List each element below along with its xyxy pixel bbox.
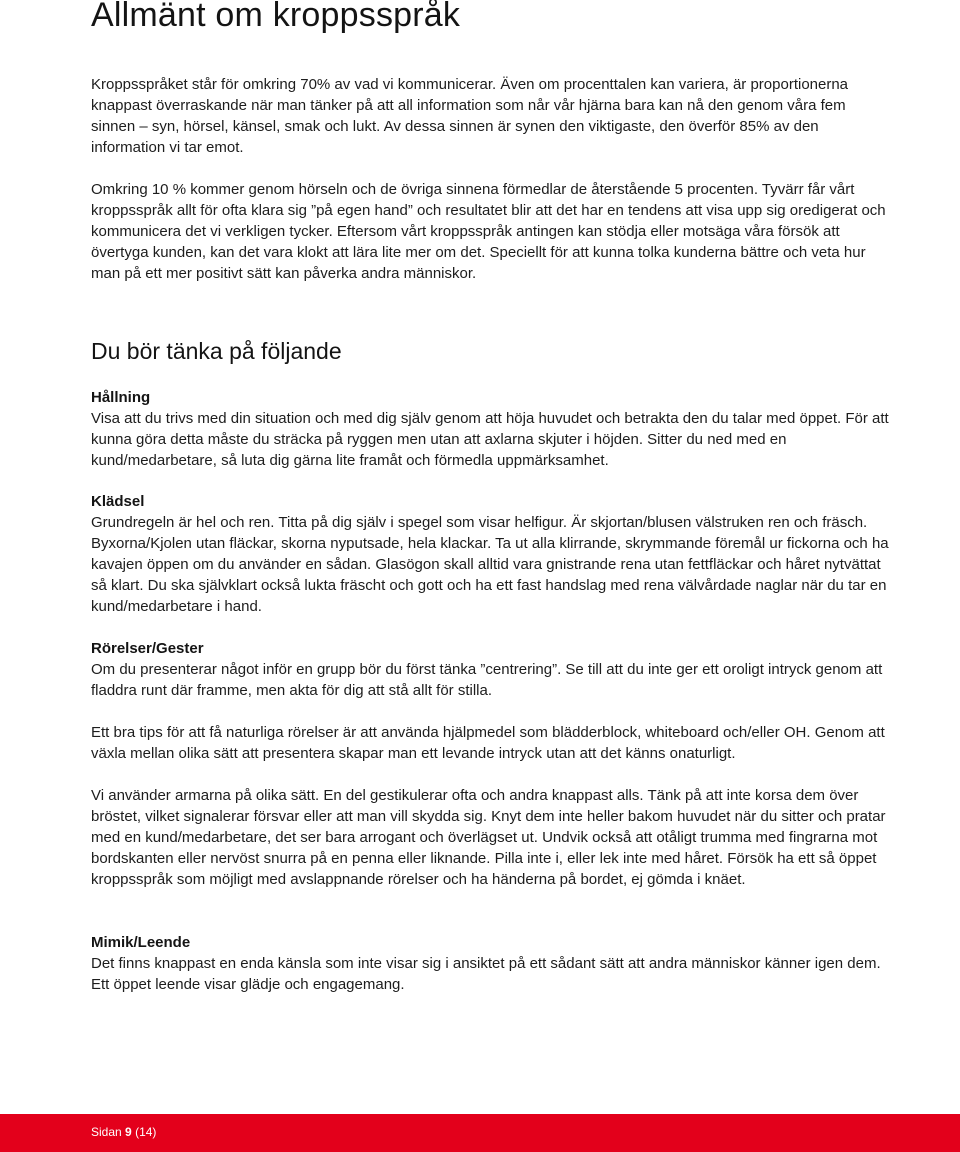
section-mimik bbox=[91, 932, 891, 995]
page-title: Allmänt om kroppsspråk bbox=[91, 0, 461, 34]
rorelser-paragraph-2: Ett bra tips för att få naturliga rörelser är att använda hjälpmedel som blädderblock, whiteboard och/eller OH. Genom att växla mellan olika sätt att presentera skapar man ett levande intryck utan att det känns onaturligt. bbox=[91, 724, 885, 762]
intro-paragraph-2: Omkring 10 % kommer genom hörseln och de övriga sinnena förmedlar de återstående 5 procenten. Tyvärr får vårt kroppsspråk allt för ofta klara sig ”på egen hand” och resultatet blir att det har en tendens att visa upp sig oredigerat och kommunicera det vi verkligen tycker. Eftersom vårt kroppsspråk antingen kan stödja eller motsäga våra försök att övertyga kunden, kan det vara klokt att lära lite mer om det. Speciellt för att kunna tolka kunderna bättre och veta hur man på ett mer positivt sätt kan påverka andra människor. bbox=[91, 181, 886, 282]
page-number bbox=[91, 1125, 156, 1139]
mimik-heading: Mimik/Leende bbox=[91, 934, 191, 951]
hallning-paragraph: Visa att du trivs med din situation och med dig själv genom att höja huvudet och betrakta den du talar med öppet. För att kunna göra detta måste du sträcka på ryggen men utan att axlarna skjuter i höjden. Sitter du ned med en kund/medarbetare, så luta dig gärna lite framåt och förmedla uppmärksamhet. bbox=[91, 410, 889, 469]
kladsel-heading: Klädsel bbox=[91, 493, 145, 510]
footer-bar bbox=[0, 1114, 960, 1152]
section-kladsel bbox=[91, 491, 891, 617]
kladsel-paragraph: Grundregeln är hel och ren. Titta på dig själv i spegel som visar helfigur. Är skjortan/blusen välstruken ren och fräsch. Byxorna/Kjolen utan fläckar, skorna nyputsade, hela klackar. Ta ut alla klirrande, skrymmande föremål ur fickorna och ha kavajen öppen om du använder en sådan. Glasögon skall alltid vara gnistrande rena utan fettfläckar och håret nytvättat så klart. Du ska självklart också lukta fräscht och gott och ha ett fast handslag med rena välvårdade naglar när du tar en kund/medarbetare i hand. bbox=[91, 514, 889, 615]
rorelser-paragraph-3: Vi använder armarna på olika sätt. En del gestikulerar ofta och andra knappast alls. Tänk på att inte korsa dem över bröstet, vilket signalerar försvar eller att man vill skydda sig. Knyt dem inte heller bakom huvudet när du sitter och pratar med en kund/medarbetare, det ser bara arrogant och överlägset ut. Undvik också att otåligt trumma med fingrarna mot bordskanten eller nervöst snurra på en penna eller liknande. Pilla inte i, eller lek inte med håret. Försök ha ett så öppet kroppsspråk som möjligt med avslappnande rörelser och ha händerna på bordet, ej gömda i knäet. bbox=[91, 787, 886, 888]
section-title: Du bör tänka på följande bbox=[91, 338, 342, 364]
page-total: (14) bbox=[135, 1125, 157, 1139]
intro-section bbox=[91, 74, 891, 284]
intro-paragraph-1: Kroppsspråket står för omkring 70% av vad vi kommunicerar. Även om procenttalen kan variera, är proportionerna knappast överraskande när man tänker på att all information som når vår hjärna bara kan nå den genom våra fem sinnen – syn, hörsel, känsel, smak och lukt. Av dessa sinnen är synen den viktigaste, den överför 85% av den information vi tar emot. bbox=[91, 76, 849, 156]
mimik-paragraph: Det finns knappast en enda känsla som inte visar sig i ansiktet på ett sådant sätt att andra människor känner igen dem. Ett öppet leende visar glädje och engagemang. bbox=[91, 955, 881, 993]
rorelser-heading: Rörelser/Gester bbox=[91, 640, 204, 657]
hallning-heading: Hållning bbox=[91, 389, 151, 406]
rorelser-paragraph-1: Om du presenterar något inför en grupp bör du först tänka ”centrering”. Se till att du inte ger ett oroligt intryck genom att fladdra runt där framme, men akta för dig att stå allt för stilla. bbox=[91, 661, 883, 699]
section-hallning bbox=[91, 387, 891, 471]
page-label: Sidan bbox=[91, 1125, 122, 1139]
page-current: 9 bbox=[125, 1125, 132, 1139]
section-rorelser bbox=[91, 638, 891, 890]
